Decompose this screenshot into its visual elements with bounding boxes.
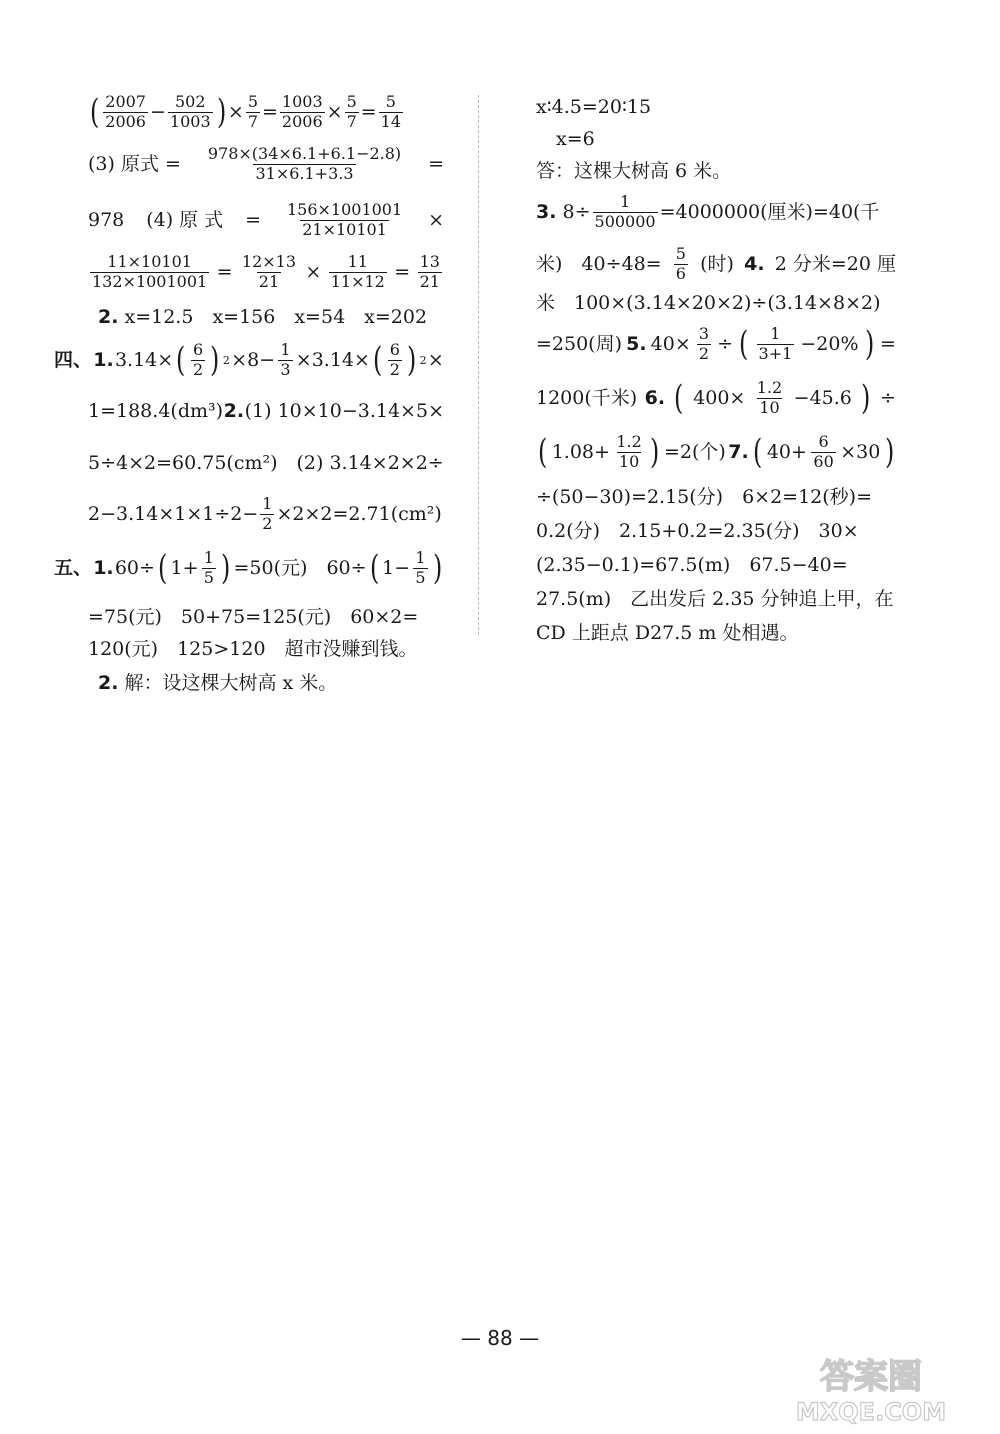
fraction: 6 2 [389, 340, 400, 379]
answer-line: (2.35−0.1)=67.5(m) 67.5−40= [536, 554, 848, 576]
answer-line: x∶4.5=20∶15 [536, 96, 652, 118]
fraction: 6 2 [192, 340, 204, 379]
section-heading: 五、 [54, 556, 93, 579]
answer-line: 27.5(m) 乙出发后 2.35 分钟追上甲，在 [536, 588, 894, 610]
section-heading: 四、 [54, 348, 93, 371]
answer-line: x=6 [556, 128, 595, 150]
fraction: $\frac{1.2}{10}$ [756, 378, 783, 417]
fraction: $\frac{502}{1003}$ [169, 92, 211, 131]
answer-line: 120(元) 125>120 超市没赚到钱。 [88, 638, 418, 660]
fraction: $\frac{156\times 1001001}{21\times 10101}$ [286, 200, 403, 239]
fraction: $\frac{978\times(34\times 6.1+6.1-2.8)}{31\times 6.1+3.3}$ [207, 144, 402, 183]
answer-line: $\frac{11\times 10101}{132\times 1001001}$ = $\frac{12\times 13}{21}$ × $\frac{11}{11\times 12}$ = $\frac{13}{21}$ [92, 252, 440, 291]
answer-line: 1200(千米) 6. ( 400× $\frac{1.2}{10}$ −45.6 ) ÷ [536, 378, 896, 419]
section-four-line: 四、 1. 3.14× ( 6 2 ) 2 ×8− $\frac{1}{3}$ ×3.14× ( 6 2 ) 2 × [54, 340, 444, 381]
fraction: $\frac{11}{11\times 12}$ [330, 252, 385, 291]
answer-line: (3) 原式 = $\frac{978\times(34\times 6.1+6.1-2.8)}{31\times 6.1+3.3}$ = [88, 144, 444, 183]
answer-line: CD 上距点 D27.5 m 处相遇。 [536, 622, 799, 644]
fraction: $\frac{1.2}{10}$ [616, 432, 642, 471]
fraction: $\frac{3}{2}$ [698, 324, 710, 363]
fraction: $\frac{5}{6}$ [675, 244, 686, 283]
page-number: — 88 — [460, 1326, 540, 1350]
answer-line: 1=188.4(dm³) 2. (1) 10×10−3.14×5× [88, 400, 444, 422]
fraction: 1 3+1 [758, 324, 793, 363]
answer-line: 2. x=12.5 x=156 x=54 x=202 [98, 306, 428, 328]
answer-line: 答：这棵大树高 6 米。 [536, 160, 732, 182]
fraction: $\frac{1}{5}$ [203, 548, 214, 587]
answer-line: 978 (4) 原 式 = $\frac{156\times 1001001}{21\times 10101}$ × [88, 200, 444, 239]
fraction: $\frac{1}{3}$ [280, 340, 291, 379]
answer-line: 3. 8÷ $\frac{1}{500000}$ =4000000(厘米)=40(千 [536, 192, 880, 231]
section-five-line: 五、 1. 60÷ ( 1+ $\frac{1}{5}$ ) =50(元) 60÷ ( 1− $\frac{1}{5}$ ) [54, 548, 442, 589]
answer-line: 5÷4×2=60.75(cm²) (2) 3.14×2×2÷ [88, 452, 444, 474]
fraction: $\frac{11\times 10101}{132\times 1001001}$ [92, 252, 208, 291]
fraction: $\frac{1003}{2006}$ [281, 92, 323, 131]
answer-line: ÷(50−30)=2.15(分) 6×2=12(秒)= [536, 486, 873, 508]
fraction: $\frac{5}{14}$ [380, 92, 402, 131]
fraction: $\frac{1}{5}$ [415, 548, 426, 587]
fraction: $\frac{1}{2}$ [262, 494, 273, 533]
answer-line: 2−3.14×1×1÷2− $\frac{1}{2}$ ×2×2=2.71(cm²) [88, 494, 442, 533]
watermark-logo [760, 1352, 982, 1426]
watermark-text: 答案圈 [820, 1357, 922, 1397]
answer-line: 2. 解：设这棵大树高 x 米。 [98, 672, 338, 694]
answer-line: =75(元) 50+75=125(元) 60×2= [88, 606, 419, 628]
answer-line: 0.2(分) 2.15+0.2=2.35(分) 30× [536, 520, 859, 542]
answer-line: 米 100×(3.14×20×2)÷(3.14×8×2) [536, 292, 881, 314]
fraction: $\frac{6}{60}$ [813, 432, 834, 471]
fraction: $\frac{5}{7}$ [247, 92, 258, 131]
fraction: $\frac{12\times 13}{21}$ [241, 252, 297, 291]
fraction: $\frac{13}{21}$ [419, 252, 440, 291]
answer-line: =250(周) 5. 40× $\frac{3}{2}$ ÷ ( 1 3+1 −20% ) = [536, 324, 896, 365]
fraction: 2007 2006 [105, 92, 146, 131]
answer-line: ( 2007 2006 − $\frac{502}{1003}$ ) × $\frac{5}{7}$ = $\frac{1003}{2006}$ × $\frac{5}{7}$ = $\frac{5}{14}$ [89, 92, 402, 133]
watermark-url: MXQE.COM [795, 1398, 947, 1426]
column-divider [478, 95, 479, 635]
answer-line: 米) 40÷48= $\frac{5}{6}$ (时) 4. 2 分米=20 厘 [536, 244, 896, 283]
fraction: $\frac{5}{7}$ [346, 92, 357, 131]
answer-line: ( 1.08+ $\frac{1.2}{10}$ ) =2(个) 7. ( 40+ $\frac{6}{60}$ ×30 ) [537, 432, 895, 473]
fraction: $\frac{1}{500000}$ [594, 192, 656, 231]
